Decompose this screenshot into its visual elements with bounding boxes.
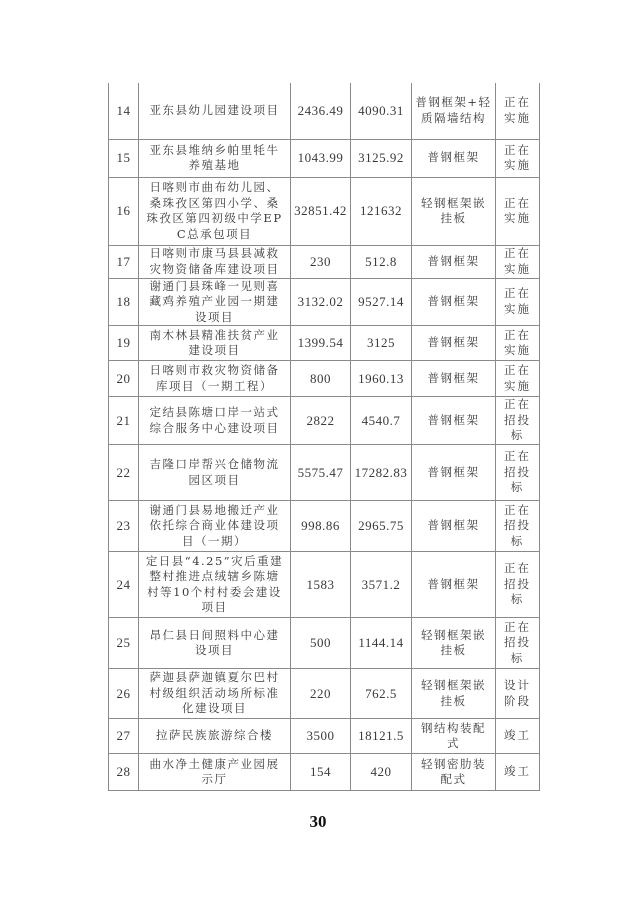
- project-name: 昂仁县日间照料中心建设项目: [139, 618, 291, 669]
- structure-type: 普钢框架: [412, 326, 496, 361]
- table-row: [109, 754, 540, 791]
- amount-value: 9527.14: [351, 278, 412, 326]
- area-value: 1399.54: [291, 326, 351, 361]
- amount-value: 1960.13: [351, 361, 412, 397]
- row-number: 26: [109, 669, 139, 719]
- row-number: 17: [109, 245, 139, 278]
- table-row: [109, 177, 540, 245]
- project-name: 谢通门县易地搬迁产业依托综合商业体建设项目（一期）: [139, 501, 291, 552]
- project-status: 正在实施: [496, 139, 540, 177]
- amount-value: 3125: [351, 326, 412, 361]
- projects-table: [108, 83, 540, 791]
- area-value: 500: [291, 618, 351, 669]
- project-name: 亚东县堆纳乡帕里牦牛养殖基地: [139, 139, 291, 177]
- page-number: 30: [309, 812, 327, 831]
- table-row: [109, 245, 540, 278]
- amount-value: 18121.5: [351, 719, 412, 754]
- row-number: 24: [109, 552, 139, 618]
- table-row: [109, 361, 540, 397]
- table-row: [109, 397, 540, 445]
- project-status: 正在招投标: [496, 552, 540, 618]
- project-status: 正在实施: [496, 177, 540, 245]
- project-name: 吉隆口岸帮兴仓储物流园区项目: [139, 445, 291, 501]
- project-name: 日喀则市救灾物资储备库项目（一期工程）: [139, 361, 291, 397]
- area-value: 230: [291, 245, 351, 278]
- area-value: 2436.49: [291, 83, 351, 139]
- area-value: 1583: [291, 552, 351, 618]
- structure-type: 普钢框架: [412, 397, 496, 445]
- amount-value: 121632: [351, 177, 412, 245]
- project-name: 南木林县精准扶贫产业建设项目: [139, 326, 291, 361]
- amount-value: 3125.92: [351, 139, 412, 177]
- structure-type: 轻钢框架嵌挂板: [412, 669, 496, 719]
- structure-type: 普钢框架: [412, 501, 496, 552]
- amount-value: 512.8: [351, 245, 412, 278]
- area-value: 800: [291, 361, 351, 397]
- row-number: 18: [109, 278, 139, 326]
- area-value: 154: [291, 754, 351, 791]
- structure-type: 普钢框架: [412, 245, 496, 278]
- structure-type: 普钢框架: [412, 278, 496, 326]
- area-value: 3500: [291, 719, 351, 754]
- structure-type: 普钢框架: [412, 552, 496, 618]
- table-row: [109, 501, 540, 552]
- project-status: 正在实施: [496, 326, 540, 361]
- area-value: 998.86: [291, 501, 351, 552]
- table-row: [109, 719, 540, 754]
- row-number: 14: [109, 83, 139, 139]
- area-value: 1043.99: [291, 139, 351, 177]
- project-name: 拉萨民族旅游综合楼: [139, 719, 291, 754]
- amount-value: 420: [351, 754, 412, 791]
- table-row: [109, 139, 540, 177]
- row-number: 22: [109, 445, 139, 501]
- table-row: [109, 669, 540, 719]
- area-value: 2822: [291, 397, 351, 445]
- row-number: 19: [109, 326, 139, 361]
- amount-value: 3571.2: [351, 552, 412, 618]
- table-row: [109, 445, 540, 501]
- amount-value: 4090.31: [351, 83, 412, 139]
- row-number: 16: [109, 177, 139, 245]
- amount-value: 4540.7: [351, 397, 412, 445]
- project-status: 竣工: [496, 754, 540, 791]
- structure-type: 轻钢框架嵌挂板: [412, 177, 496, 245]
- area-value: 3132.02: [291, 278, 351, 326]
- project-name: 日喀则市康马县县减救灾物资储备库建设项目: [139, 245, 291, 278]
- structure-type: 普钢框架: [412, 445, 496, 501]
- project-name: 曲水净土健康产业园展示厅: [139, 754, 291, 791]
- project-name: 定日县“4.25”灾后重建整村推进点绒辖乡陈塘村等10个村村委会建设项目: [139, 552, 291, 618]
- project-name: 定结县陈塘口岸一站式综合服务中心建设项目: [139, 397, 291, 445]
- amount-value: 762.5: [351, 669, 412, 719]
- project-name: 日喀则市曲布幼儿园、桑珠孜区第四小学、桑珠孜区第四初级中学EPC总承包项目: [139, 177, 291, 245]
- structure-type: 轻钢框架嵌挂板: [412, 618, 496, 669]
- table-row: [109, 552, 540, 618]
- amount-value: 2965.75: [351, 501, 412, 552]
- row-number: 15: [109, 139, 139, 177]
- row-number: 28: [109, 754, 139, 791]
- project-status: 正在实施: [496, 361, 540, 397]
- project-status: 正在实施: [496, 278, 540, 326]
- structure-type: 轻钢密肋装配式: [412, 754, 496, 791]
- area-value: 220: [291, 669, 351, 719]
- project-status: 正在招投标: [496, 501, 540, 552]
- project-status: 正在招投标: [496, 445, 540, 501]
- structure-type: 普钢框架: [412, 139, 496, 177]
- row-number: 21: [109, 397, 139, 445]
- row-number: 23: [109, 501, 139, 552]
- project-status: 正在实施: [496, 83, 540, 139]
- project-name: 萨迦县萨迦镇夏尔巴村村级组织活动场所标准化建设项目: [139, 669, 291, 719]
- amount-value: 17282.83: [351, 445, 412, 501]
- project-status: 正在招投标: [496, 397, 540, 445]
- project-status: 设计阶段: [496, 669, 540, 719]
- structure-type: 普钢框架: [412, 361, 496, 397]
- project-status: 竣工: [496, 719, 540, 754]
- row-number: 27: [109, 719, 139, 754]
- row-number: 25: [109, 618, 139, 669]
- table-row: [109, 618, 540, 669]
- table-row: [109, 326, 540, 361]
- area-value: 32851.42: [291, 177, 351, 245]
- project-status: 正在招投标: [496, 618, 540, 669]
- project-name: 谢通门县珠峰一见则喜藏鸡养殖产业园一期建设项目: [139, 278, 291, 326]
- project-status: 正在实施: [496, 245, 540, 278]
- projects-table-body: [109, 83, 540, 791]
- structure-type: 普钢框架+轻质隔墙结构: [412, 83, 496, 139]
- area-value: 5575.47: [291, 445, 351, 501]
- table-row: [109, 278, 540, 326]
- project-name: 亚东县幼儿园建设项目: [139, 83, 291, 139]
- amount-value: 1144.14: [351, 618, 412, 669]
- structure-type: 钢结构装配式: [412, 719, 496, 754]
- row-number: 20: [109, 361, 139, 397]
- table-row: [109, 83, 540, 139]
